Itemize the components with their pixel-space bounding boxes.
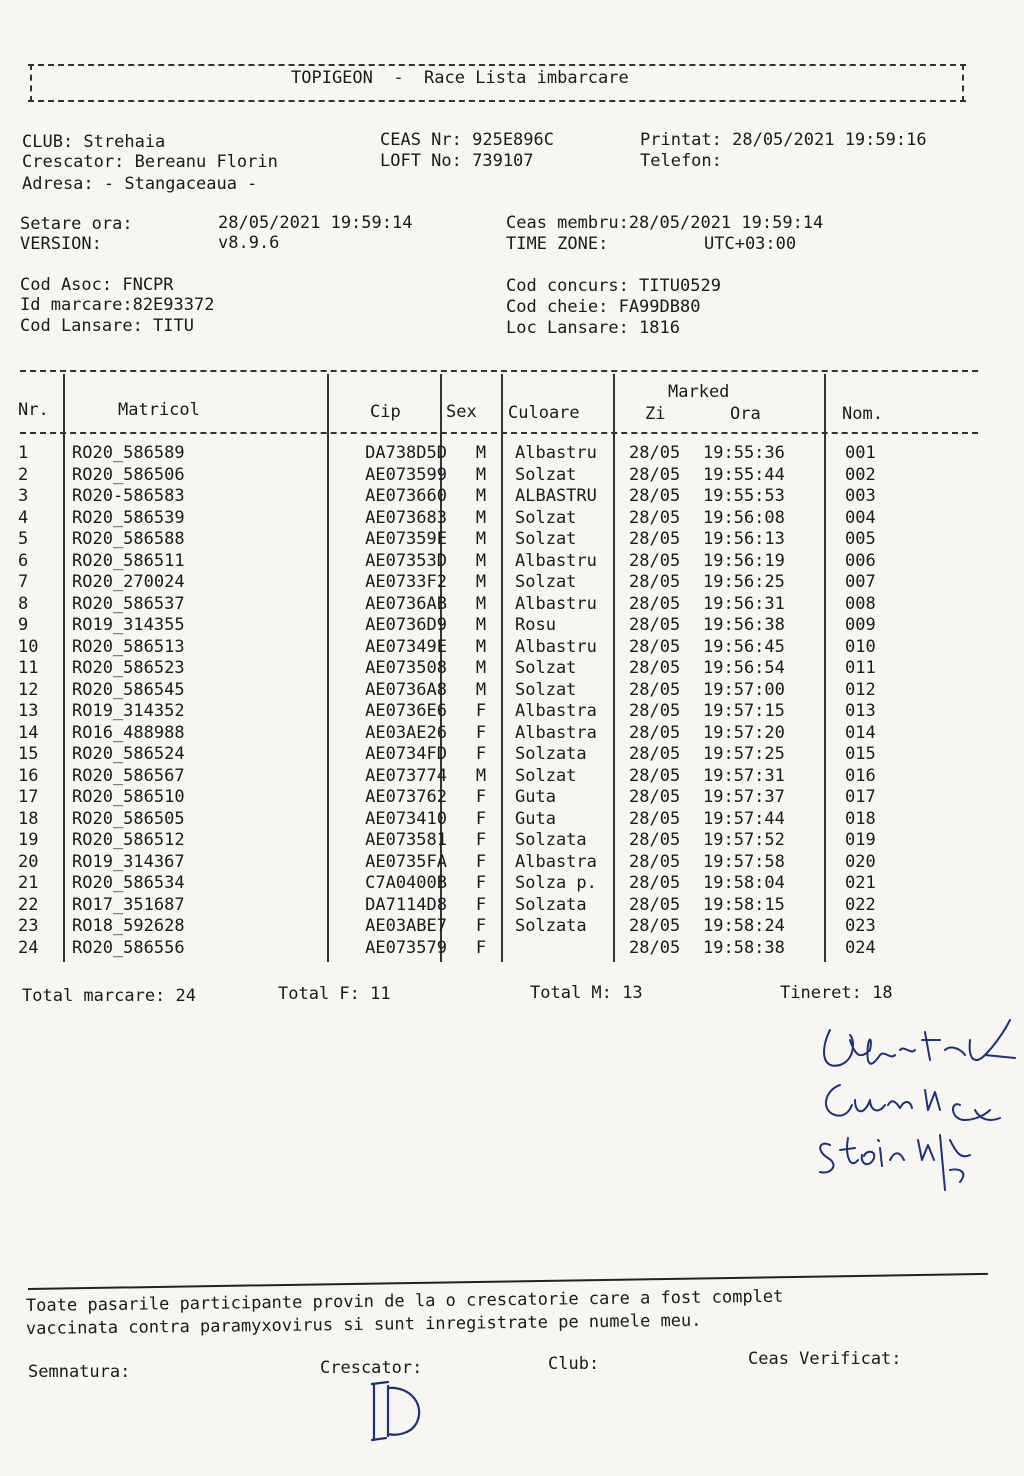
row-sex: F	[475, 851, 487, 872]
row-ora: 19:56:13	[703, 529, 785, 549]
row-cip: AE0736E6	[365, 701, 447, 721]
col-header-marked: Marked	[668, 382, 730, 402]
row-nr: 8	[18, 593, 29, 614]
row-nom: 021	[845, 873, 876, 893]
title-box-bottom-border	[28, 100, 966, 102]
row-sex: M	[475, 464, 487, 485]
row-zi: 28/05	[629, 744, 681, 764]
row-nr: 19	[18, 830, 39, 850]
row-ora: 19:57:15	[703, 701, 785, 721]
footer-rule	[28, 1273, 988, 1290]
row-cip: AE0734FD	[365, 744, 447, 764]
loc-lansare: Loc Lansare: 1816	[506, 318, 680, 338]
row-matricol: RO19_314367	[72, 851, 185, 872]
row-sex: F	[475, 894, 487, 915]
row-cip: AE073599	[365, 464, 447, 485]
row-culoare: Solzat	[515, 507, 577, 528]
col-header-nom: Nom.	[842, 404, 883, 424]
row-culoare: Albastru	[515, 550, 597, 571]
col-header-ora: Ora	[730, 404, 761, 424]
crescator-signature	[366, 1376, 436, 1446]
row-nr: 2	[18, 464, 29, 485]
row-nom: 019	[845, 830, 876, 850]
row-nr: 17	[18, 787, 39, 807]
row-sex: F	[475, 744, 487, 764]
row-nom: 007	[845, 572, 876, 592]
row-sex: F	[475, 787, 487, 807]
row-sex: M	[475, 486, 487, 506]
row-zi: 28/05	[629, 701, 681, 721]
row-nr: 12	[18, 679, 39, 700]
row-zi: 28/05	[629, 443, 681, 463]
crescator-label: Crescator:	[320, 1358, 423, 1378]
version-value: v8.9.6	[218, 233, 280, 253]
row-culoare	[511, 938, 623, 960]
club-line: CLUB: Strehaia	[22, 132, 166, 152]
printat: Printat: 28/05/2021 19:59:16	[640, 130, 927, 150]
row-cip: AE0733F2	[365, 572, 447, 592]
col-header-nr: Nr.	[18, 400, 49, 420]
row-sex: F	[475, 701, 487, 721]
row-matricol: RO16_488988	[72, 722, 185, 743]
row-matricol: RO20_586510	[72, 787, 185, 807]
table-header-top-rule	[20, 370, 978, 372]
id-marcare: Id marcare:82E93372	[20, 295, 215, 315]
row-matricol: RO20_586534	[72, 873, 185, 893]
row-nom: 017	[845, 787, 876, 807]
table-row	[18, 895, 905, 917]
table-row	[18, 443, 905, 465]
row-ora: 19:57:52	[703, 830, 785, 850]
declaration-line-1: Toate pasarile participante provin de la o crescatorie care a fost complet	[25, 1286, 784, 1316]
row-nom: 011	[845, 658, 876, 678]
row-nr: 21	[18, 873, 39, 893]
row-zi: 28/05	[629, 658, 681, 678]
row-zi: 28/05	[629, 851, 681, 872]
row-ora: 19:58:38	[703, 937, 785, 958]
semnatura-label: Semnatura:	[28, 1362, 131, 1382]
row-sex: M	[475, 443, 487, 463]
row-sex: M	[475, 615, 487, 635]
row-ora: 19:57:58	[703, 851, 785, 872]
row-ora: 19:56:45	[703, 636, 785, 657]
table-row	[18, 637, 905, 659]
row-matricol: RO20_586511	[72, 550, 185, 571]
row-ora: 19:57:20	[703, 722, 785, 743]
cod-lansare: Cod Lansare: TITU	[20, 316, 194, 336]
row-nr: 7	[18, 572, 29, 592]
row-culoare: Solzat	[515, 765, 577, 786]
row-nom: 002	[845, 464, 876, 485]
row-matricol: RO19_314355	[72, 615, 185, 635]
row-nom: 010	[845, 636, 876, 657]
loft-no: LOFT No: 739107	[380, 151, 534, 171]
tineret: Tineret: 18	[780, 983, 893, 1003]
row-ora: 19:57:25	[703, 744, 785, 764]
row-cip: AE073683	[365, 507, 447, 528]
row-nr: 5	[18, 529, 29, 549]
table-row	[18, 744, 905, 766]
row-sex: M	[475, 529, 487, 549]
row-zi: 28/05	[629, 873, 681, 893]
row-nr: 3	[18, 486, 29, 506]
table-row	[18, 766, 905, 788]
table-row	[18, 830, 905, 852]
row-cip: AE03AE26	[365, 722, 447, 743]
row-culoare: Albastru	[515, 443, 597, 463]
row-nom: 016	[845, 765, 876, 786]
row-nr: 1	[18, 443, 29, 463]
row-nom: 006	[845, 550, 876, 571]
row-nr: 14	[18, 722, 39, 743]
row-sex: F	[475, 808, 487, 829]
row-nom: 022	[845, 894, 876, 915]
row-culoare: Albastra	[515, 851, 597, 872]
row-zi: 28/05	[629, 615, 681, 635]
row-cip: C7A0400B	[365, 873, 447, 893]
row-matricol: RO20_586537	[72, 593, 185, 614]
row-zi: 28/05	[629, 722, 681, 743]
row-sex: F	[475, 873, 487, 893]
row-zi: 28/05	[629, 572, 681, 592]
total-m: Total M: 13	[530, 983, 643, 1003]
table-row	[18, 873, 905, 895]
row-nom: 020	[845, 851, 876, 872]
col-header-sex: Sex	[446, 402, 477, 422]
row-matricol: RO20_586556	[72, 937, 185, 958]
row-zi: 28/05	[629, 894, 681, 915]
row-nom: 012	[845, 679, 876, 700]
row-ora: 19:56:25	[703, 572, 785, 592]
row-nr: 24	[18, 937, 39, 958]
row-culoare: Solzata	[515, 916, 587, 936]
row-nr: 16	[18, 765, 39, 786]
handwritten-signatures	[800, 1010, 1024, 1210]
row-nr: 13	[18, 701, 39, 721]
row-sex: M	[475, 572, 487, 592]
row-nr: 9	[18, 615, 29, 635]
row-nr: 11	[18, 658, 39, 678]
row-zi: 28/05	[629, 550, 681, 571]
col-header-cip: Cip	[370, 402, 401, 422]
row-matricol: RO20_586567	[72, 765, 185, 786]
row-matricol: RO19_314352	[72, 701, 185, 721]
title-box-left-border	[30, 64, 32, 102]
time-zone-label: TIME ZONE:	[506, 234, 609, 254]
setare-ora-label: Setare ora:	[20, 214, 133, 234]
row-culoare: Solza p.	[515, 873, 597, 893]
cod-cheie: Cod cheie: FA99DB80	[506, 297, 701, 317]
row-cip: AE073660	[365, 486, 447, 506]
table-row	[18, 852, 905, 874]
table-row	[18, 508, 905, 530]
row-nr: 4	[18, 507, 29, 528]
table-row	[18, 938, 905, 960]
row-matricol: RO20_586589	[72, 443, 185, 463]
total-f: Total F: 11	[278, 984, 391, 1004]
row-culoare: Solzat	[515, 658, 577, 678]
row-culoare: Solzata	[515, 744, 587, 764]
table-row	[18, 486, 905, 508]
table-row	[18, 465, 905, 487]
row-zi: 28/05	[629, 507, 681, 528]
row-nom: 001	[845, 443, 876, 463]
row-sex: F	[475, 937, 487, 958]
row-ora: 19:56:08	[703, 507, 785, 528]
setare-ora-value: 28/05/2021 19:59:14	[218, 213, 413, 233]
row-matricol: RO20_270024	[72, 572, 185, 592]
row-nom: 008	[845, 593, 876, 614]
row-cip: AE073579	[365, 937, 447, 958]
row-culoare: ALBASTRU	[515, 486, 597, 506]
row-cip: AE0736D9	[365, 615, 447, 635]
row-nom: 014	[845, 722, 876, 743]
row-ora: 19:57:31	[703, 765, 785, 786]
row-sex: M	[475, 679, 487, 700]
row-zi: 28/05	[629, 937, 681, 958]
row-matricol: RO20_586539	[72, 507, 185, 528]
ceas-verificat-label: Ceas Verificat:	[748, 1349, 902, 1369]
row-cip: AE0736AB	[365, 593, 447, 614]
cod-asoc: Cod Asoc: FNCPR	[20, 275, 174, 295]
row-nom: 005	[845, 529, 876, 549]
row-sex: F	[475, 916, 487, 936]
declaration-line-2: vaccinata contra paramyxovirus si sunt inregistrate pe numele meu.	[25, 1310, 702, 1339]
row-cip: AE07353D	[365, 550, 447, 571]
table-row	[18, 658, 905, 680]
row-culoare: Rosu	[515, 615, 556, 635]
col-header-zi: Zi	[645, 404, 666, 424]
row-culoare: Guta	[515, 808, 556, 829]
row-ora: 19:58:04	[703, 873, 785, 893]
row-matricol: RO20-586583	[72, 486, 185, 506]
row-matricol: RO20_586512	[72, 830, 185, 850]
table-row	[18, 615, 905, 637]
row-zi: 28/05	[629, 916, 681, 936]
row-matricol: RO17_351687	[72, 894, 185, 915]
row-ora: 19:58:24	[703, 916, 785, 936]
table-row	[18, 787, 905, 809]
row-zi: 28/05	[629, 636, 681, 657]
row-nom: 013	[845, 701, 876, 721]
row-matricol: RO20_586513	[72, 636, 185, 657]
row-culoare: Albastru	[515, 593, 597, 614]
row-matricol: RO20_586588	[72, 529, 185, 549]
row-zi: 28/05	[629, 529, 681, 549]
row-ora: 19:55:44	[703, 464, 785, 485]
row-sex: M	[475, 550, 487, 571]
row-nom: 024	[845, 937, 876, 958]
row-zi: 28/05	[629, 765, 681, 786]
document-title: TOPIGEON - Race Lista imbarcare	[291, 68, 629, 88]
row-cip: AE073774	[365, 765, 447, 786]
col-header-matricol: Matricol	[118, 400, 200, 420]
row-cip: AE073410	[365, 808, 447, 829]
row-nr: 10	[18, 636, 39, 657]
row-nom: 009	[845, 615, 876, 635]
row-cip: AE073508	[365, 658, 447, 678]
row-nom: 003	[845, 486, 876, 506]
total-marcare: Total marcare: 24	[22, 986, 196, 1006]
table-row	[18, 809, 905, 831]
table-row	[18, 701, 905, 723]
table-row	[18, 572, 905, 594]
col-header-culoare: Culoare	[508, 403, 580, 423]
row-cip: AE073762	[365, 787, 447, 807]
row-culoare: Albastru	[515, 636, 597, 657]
ceas-membru: Ceas membru:28/05/2021 19:59:14	[506, 213, 824, 233]
row-nom: 023	[845, 916, 876, 936]
row-ora: 19:56:38	[703, 615, 785, 635]
row-culoare: Solzata	[515, 830, 587, 850]
row-zi: 28/05	[629, 830, 681, 850]
row-cip: AE03ABE7	[365, 916, 447, 936]
row-sex: F	[475, 830, 487, 850]
row-cip: AE07359E	[365, 529, 447, 549]
row-sex: F	[475, 722, 487, 743]
row-cip: DA738D5D	[365, 443, 447, 463]
row-culoare: Solzat	[515, 464, 577, 485]
pigeon-table	[18, 443, 905, 959]
version-label: VERSION:	[20, 234, 102, 254]
row-sex: M	[475, 765, 487, 786]
row-ora: 19:57:00	[703, 679, 785, 700]
row-ora: 19:58:15	[703, 894, 785, 915]
row-nr: 18	[18, 808, 39, 829]
cod-concurs: Cod concurs: TITU0529	[506, 276, 721, 296]
row-ora: 19:55:53	[703, 486, 785, 506]
row-culoare: Albastra	[515, 701, 597, 721]
row-matricol: RO20_586505	[72, 808, 185, 829]
table-row	[18, 680, 905, 702]
row-sex: M	[475, 593, 487, 614]
row-cip: AE07349E	[365, 636, 447, 657]
row-zi: 28/05	[629, 593, 681, 614]
row-zi: 28/05	[629, 486, 681, 506]
telefon: Telefon:	[640, 151, 722, 171]
table-row	[18, 551, 905, 573]
row-ora: 19:57:37	[703, 787, 785, 807]
row-ora: 19:57:44	[703, 808, 785, 829]
title-box-top-border	[28, 64, 966, 66]
row-nom: 004	[845, 507, 876, 528]
row-culoare: Guta	[515, 787, 556, 807]
table-row	[18, 723, 905, 745]
row-nr: 20	[18, 851, 39, 872]
row-zi: 28/05	[629, 679, 681, 700]
crescator-line: Crescator: Bereanu Florin	[22, 152, 278, 172]
table-header-bottom-rule	[20, 432, 978, 434]
row-cip: DA7114D8	[365, 894, 447, 915]
row-nom: 018	[845, 808, 876, 829]
row-matricol: RO20_586523	[72, 658, 185, 678]
row-ora: 19:56:19	[703, 550, 785, 571]
row-ora: 19:55:36	[703, 443, 785, 463]
row-nr: 6	[18, 550, 29, 571]
row-culoare: Solzata	[515, 894, 587, 915]
ceas-nr: CEAS Nr: 925E896C	[380, 130, 554, 150]
title-box-right-border	[962, 64, 964, 102]
time-zone-value: UTC+03:00	[704, 234, 797, 254]
row-culoare: Solzat	[515, 572, 577, 592]
row-matricol: RO20_586506	[72, 464, 185, 485]
row-nr: 23	[18, 916, 39, 936]
table-row	[18, 916, 905, 938]
row-culoare: Solzat	[515, 529, 577, 549]
adresa-line: Adresa: - Stangaceaua -	[22, 174, 258, 194]
row-cip: AE073581	[365, 830, 447, 850]
row-ora: 19:56:54	[703, 658, 785, 678]
row-sex: M	[475, 507, 487, 528]
row-nr: 15	[18, 744, 39, 764]
row-zi: 28/05	[629, 808, 681, 829]
row-cip: AE0735FA	[365, 851, 447, 872]
row-nr: 22	[18, 894, 39, 915]
pigeon-table-body	[18, 443, 905, 959]
row-culoare: Solzat	[515, 679, 577, 700]
row-nom: 015	[845, 744, 876, 764]
club-label: Club:	[548, 1354, 600, 1374]
row-sex: M	[475, 658, 487, 678]
row-ora: 19:56:31	[703, 593, 785, 614]
row-matricol: RO20_586524	[72, 744, 185, 764]
table-row	[18, 529, 905, 551]
row-culoare: Albastra	[515, 722, 597, 743]
row-cip: AE0736A8	[365, 679, 447, 700]
row-matricol: RO20_586545	[72, 679, 185, 700]
row-matricol: RO18_592628	[72, 916, 185, 936]
row-sex: M	[475, 636, 487, 657]
row-zi: 28/05	[629, 787, 681, 807]
table-row	[18, 594, 905, 616]
row-zi: 28/05	[629, 464, 681, 485]
